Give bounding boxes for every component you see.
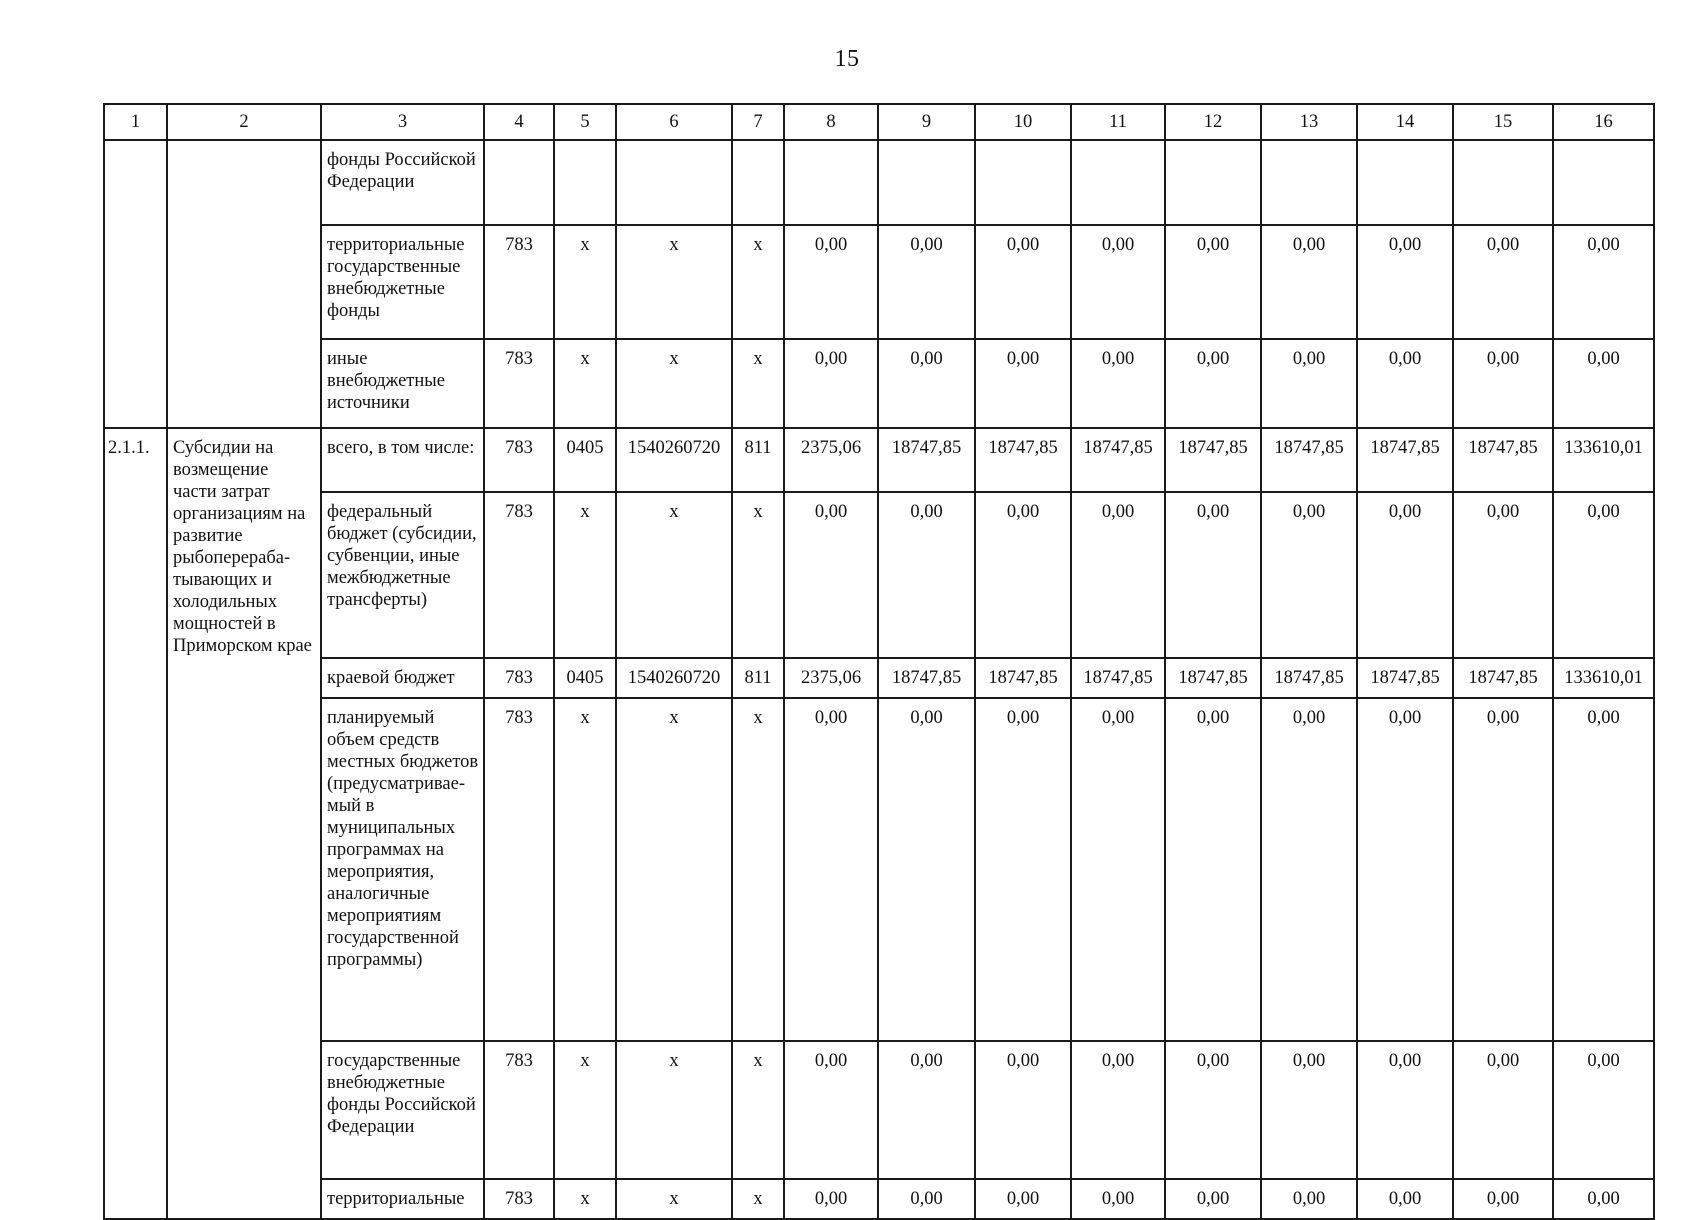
value-cell: 0,00 xyxy=(1165,698,1261,1041)
value-cell: 0,00 xyxy=(1357,1041,1453,1179)
value-cell: х xyxy=(732,225,784,339)
value-cell: х xyxy=(554,339,616,428)
column-header: 9 xyxy=(878,104,975,140)
value-cell xyxy=(1453,140,1553,225)
value-cell xyxy=(1553,140,1654,225)
value-cell: 2375,06 xyxy=(784,428,878,492)
value-cell: 18747,85 xyxy=(878,658,975,698)
value-cell: 783 xyxy=(484,492,554,658)
header-row xyxy=(104,104,1654,140)
value-cell: х xyxy=(732,698,784,1041)
value-cell: 0,00 xyxy=(1553,339,1654,428)
value-cell xyxy=(975,140,1071,225)
value-cell: 0405 xyxy=(554,428,616,492)
value-cell: 133610,01 xyxy=(1553,658,1654,698)
value-cell: 0,00 xyxy=(1261,339,1357,428)
value-cell: 0,00 xyxy=(1357,698,1453,1041)
value-cell: 0,00 xyxy=(784,225,878,339)
funding-source-label: территориальные государственные внебюджетные фонды xyxy=(321,225,484,339)
value-cell: 0,00 xyxy=(1453,1041,1553,1179)
value-cell: х xyxy=(616,698,732,1041)
table-row xyxy=(104,698,1654,1041)
column-header: 1 xyxy=(104,104,167,140)
value-cell: 783 xyxy=(484,1041,554,1179)
value-cell: 0,00 xyxy=(1453,698,1553,1041)
value-cell: 0,00 xyxy=(1165,339,1261,428)
value-cell: 1540260720 xyxy=(616,428,732,492)
value-cell: х xyxy=(732,1179,784,1219)
value-cell: 0,00 xyxy=(1165,1041,1261,1179)
value-cell xyxy=(484,140,554,225)
value-cell: 1540260720 xyxy=(616,658,732,698)
value-cell: 0,00 xyxy=(1071,1179,1165,1219)
column-header: 3 xyxy=(321,104,484,140)
value-cell: 18747,85 xyxy=(1071,428,1165,492)
value-cell: 0,00 xyxy=(1261,698,1357,1041)
table-row xyxy=(104,492,1654,658)
column-header: 5 xyxy=(554,104,616,140)
value-cell: х xyxy=(616,339,732,428)
column-header: 4 xyxy=(484,104,554,140)
value-cell: 0,00 xyxy=(975,1041,1071,1179)
value-cell: 18747,85 xyxy=(1453,428,1553,492)
value-cell xyxy=(1357,140,1453,225)
value-cell: 783 xyxy=(484,698,554,1041)
value-cell: х xyxy=(554,1179,616,1219)
funding-source-label: государственные внебюджетные фонды Российской Федерации xyxy=(321,1041,484,1179)
value-cell: 0,00 xyxy=(1357,492,1453,658)
table-row xyxy=(104,1041,1654,1179)
value-cell: 18747,85 xyxy=(878,428,975,492)
value-cell: 0,00 xyxy=(784,1179,878,1219)
value-cell: 0,00 xyxy=(878,1041,975,1179)
value-cell: х xyxy=(554,1041,616,1179)
value-cell xyxy=(1071,140,1165,225)
column-header: 11 xyxy=(1071,104,1165,140)
budget-table xyxy=(103,103,1655,1220)
value-cell: 0,00 xyxy=(1165,1179,1261,1219)
value-cell: 0,00 xyxy=(975,339,1071,428)
funding-source-label: всего, в том числе: xyxy=(321,428,484,492)
column-header: 6 xyxy=(616,104,732,140)
value-cell: 18747,85 xyxy=(975,428,1071,492)
value-cell: 0,00 xyxy=(1261,1179,1357,1219)
value-cell xyxy=(878,140,975,225)
value-cell: 0,00 xyxy=(1165,225,1261,339)
value-cell: 0,00 xyxy=(975,492,1071,658)
value-cell: х xyxy=(554,225,616,339)
value-cell: 18747,85 xyxy=(1261,428,1357,492)
value-cell: 0,00 xyxy=(1453,1179,1553,1219)
value-cell: 0,00 xyxy=(1357,1179,1453,1219)
value-cell: 18747,85 xyxy=(1357,658,1453,698)
funding-source-label: иные внебюджетные источники xyxy=(321,339,484,428)
value-cell: 0,00 xyxy=(975,698,1071,1041)
value-cell: 0,00 xyxy=(1071,225,1165,339)
column-header: 2 xyxy=(167,104,321,140)
funding-source-label: фонды Российской Федерации xyxy=(321,140,484,225)
value-cell: 0,00 xyxy=(784,698,878,1041)
column-header: 14 xyxy=(1357,104,1453,140)
value-cell: 0,00 xyxy=(1165,492,1261,658)
value-cell: 18747,85 xyxy=(1453,658,1553,698)
value-cell: 0,00 xyxy=(1453,225,1553,339)
value-cell: х xyxy=(554,492,616,658)
funding-source-label: планируемый объем средств местных бюджетов (предусматривае-мый в муниципальных программах на мероприятия, аналогичные мероприятиям государственной программы) xyxy=(321,698,484,1041)
column-header: 8 xyxy=(784,104,878,140)
column-header: 15 xyxy=(1453,104,1553,140)
value-cell: 0,00 xyxy=(784,339,878,428)
value-cell: 0,00 xyxy=(878,339,975,428)
value-cell: 18747,85 xyxy=(1165,428,1261,492)
value-cell: 783 xyxy=(484,658,554,698)
page-number: 15 xyxy=(834,46,860,72)
table-row xyxy=(104,339,1654,428)
table-row xyxy=(104,428,1654,492)
value-cell: 133610,01 xyxy=(1553,428,1654,492)
value-cell: 0,00 xyxy=(878,492,975,658)
value-cell: 783 xyxy=(484,1179,554,1219)
value-cell: х xyxy=(616,1179,732,1219)
value-cell: 0,00 xyxy=(1071,698,1165,1041)
table-row xyxy=(104,225,1654,339)
value-cell: 0,00 xyxy=(878,225,975,339)
value-cell: 2375,06 xyxy=(784,658,878,698)
value-cell: 0,00 xyxy=(1553,698,1654,1041)
prev-item-number-cell xyxy=(104,140,167,428)
value-cell: х xyxy=(732,1041,784,1179)
value-cell: 0,00 xyxy=(878,698,975,1041)
value-cell: 0,00 xyxy=(1357,339,1453,428)
funding-source-label: краевой бюджет xyxy=(321,658,484,698)
item-number: 2.1.1. xyxy=(104,428,167,1219)
value-cell xyxy=(616,140,732,225)
value-cell: х xyxy=(554,698,616,1041)
value-cell: 0,00 xyxy=(1071,339,1165,428)
value-cell: 0,00 xyxy=(1261,1041,1357,1179)
item-name: Субсидии на возмещение части затрат организациям на развитие рыбоперераба-тывающих и холодильных мощностей в Приморском крае xyxy=(167,428,321,1219)
value-cell: х xyxy=(732,492,784,658)
funding-source-label: федеральный бюджет (субсидии, субвенции, иные межбюджетные трансферты) xyxy=(321,492,484,658)
value-cell: х xyxy=(616,225,732,339)
value-cell xyxy=(1165,140,1261,225)
value-cell xyxy=(1261,140,1357,225)
value-cell: 811 xyxy=(732,428,784,492)
value-cell: 0,00 xyxy=(784,492,878,658)
value-cell: 0,00 xyxy=(1453,492,1553,658)
column-header: 7 xyxy=(732,104,784,140)
value-cell: 0,00 xyxy=(1553,225,1654,339)
table-row xyxy=(104,658,1654,698)
value-cell: 0,00 xyxy=(1261,225,1357,339)
value-cell: 18747,85 xyxy=(1071,658,1165,698)
prev-item-name-cell xyxy=(167,140,321,428)
table-row xyxy=(104,140,1654,225)
value-cell: 18747,85 xyxy=(1357,428,1453,492)
value-cell: 0,00 xyxy=(1071,1041,1165,1179)
value-cell: х xyxy=(732,339,784,428)
value-cell: 0405 xyxy=(554,658,616,698)
value-cell: х xyxy=(616,492,732,658)
table-row xyxy=(104,1179,1654,1219)
value-cell: 0,00 xyxy=(878,1179,975,1219)
funding-source-label: территориальные xyxy=(321,1179,484,1219)
value-cell: 783 xyxy=(484,339,554,428)
column-header: 12 xyxy=(1165,104,1261,140)
value-cell: 0,00 xyxy=(1261,492,1357,658)
value-cell: 783 xyxy=(484,225,554,339)
value-cell: 18747,85 xyxy=(1165,658,1261,698)
value-cell: 0,00 xyxy=(1453,339,1553,428)
value-cell: 0,00 xyxy=(975,225,1071,339)
value-cell xyxy=(554,140,616,225)
column-header: 10 xyxy=(975,104,1071,140)
value-cell: 811 xyxy=(732,658,784,698)
value-cell xyxy=(784,140,878,225)
value-cell: 0,00 xyxy=(784,1041,878,1179)
value-cell: 0,00 xyxy=(1071,492,1165,658)
value-cell: х xyxy=(616,1041,732,1179)
value-cell: 0,00 xyxy=(975,1179,1071,1219)
value-cell: 0,00 xyxy=(1357,225,1453,339)
value-cell: 0,00 xyxy=(1553,1041,1654,1179)
value-cell: 0,00 xyxy=(1553,492,1654,658)
value-cell xyxy=(732,140,784,225)
column-header: 13 xyxy=(1261,104,1357,140)
column-header: 16 xyxy=(1553,104,1654,140)
value-cell: 18747,85 xyxy=(1261,658,1357,698)
value-cell: 0,00 xyxy=(1553,1179,1654,1219)
value-cell: 18747,85 xyxy=(975,658,1071,698)
value-cell: 783 xyxy=(484,428,554,492)
